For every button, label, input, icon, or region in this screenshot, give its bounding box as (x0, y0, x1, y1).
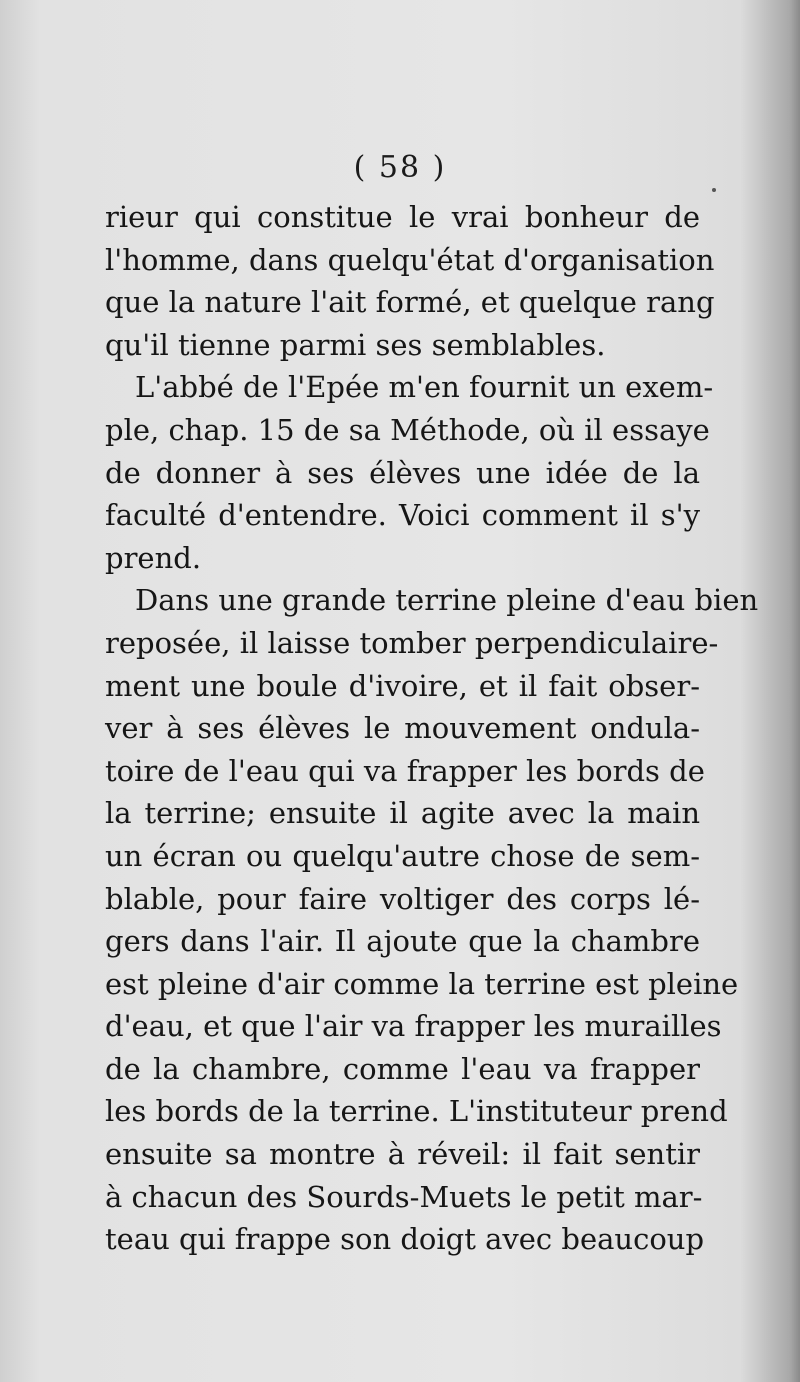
text-line: ment une boule d'ivoire, et il fait obser- (105, 668, 700, 703)
page-number: ( 58 ) (353, 150, 447, 185)
text-line: toire de l'eau qui va frapper les bords de (105, 753, 705, 788)
text-line: à chacun des Sourds-Muets le petit mar- (105, 1179, 703, 1214)
text-line: Dans une grande terrine pleine d'eau bien (135, 583, 759, 618)
text-line: de donner à ses élèves une idée de la (105, 455, 700, 490)
body-text (105, 196, 759, 1261)
text-line: gers dans l'air. Il ajoute que la chambre (105, 924, 700, 959)
text-line: un écran ou quelqu'autre chose de sem- (105, 838, 700, 873)
text-line: qu'il tienne parmi ses semblables. (105, 327, 606, 362)
text-line: teau qui frappe son doigt avec beaucoup (105, 1222, 705, 1257)
text-line: prend. (105, 540, 202, 575)
text-line: ver à ses élèves le mouvement ondula- (105, 711, 700, 746)
text-line: est pleine d'air comme la terrine est pleine (105, 966, 739, 1001)
text-line: que la nature l'ait formé, et quelque rang (105, 285, 715, 320)
ink-speck (712, 188, 716, 192)
text-line: ple, chap. 15 de sa Méthode, où il essaye (105, 412, 710, 447)
text-line: blable, pour faire voltiger des corps lé- (105, 881, 700, 916)
text-line: l'homme, dans quelqu'état d'organisation (105, 242, 715, 277)
text-line: rieur qui constitue le vrai bonheur de (105, 200, 700, 234)
text-line: L'abbé de l'Epée m'en fournit un exem- (135, 370, 714, 405)
text-line: la terrine; ensuite il agite avec la main (105, 796, 700, 831)
text-line: faculté d'entendre. Voici comment il s'y (105, 498, 700, 533)
text-line: de la chambre, comme l'eau va frapper (105, 1051, 700, 1086)
text-line: d'eau, et que l'air va frapper les murailles (105, 1009, 722, 1044)
text-line: ensuite sa montre à réveil: il fait sentir (105, 1137, 700, 1172)
text-line: reposée, il laisse tomber perpendiculaire- (105, 625, 719, 660)
text-line: les bords de la terrine. L'instituteur prend (105, 1094, 728, 1129)
